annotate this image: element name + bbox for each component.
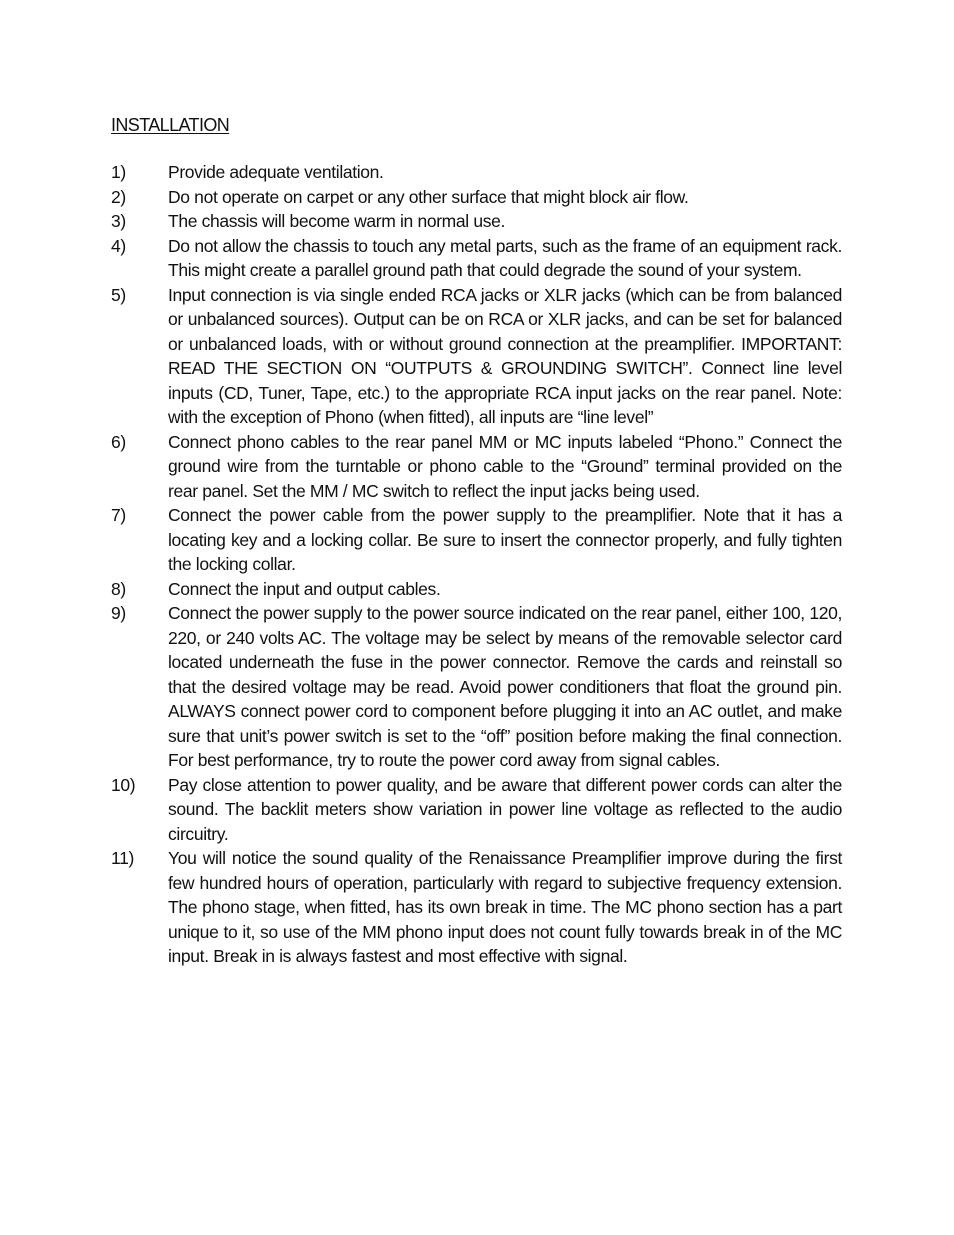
- item-text: Provide adequate ventilation.: [168, 162, 384, 182]
- item-number: 6): [111, 431, 126, 452]
- list-item: [111, 234, 842, 283]
- item-text: You will notice the sound quality of the Renaissance Preamplifier improve during the first few hundred hours of operation, particularly with regard to subjective frequency extension. The phono stage, when fitted, has its own break in time. The MC phono section has a part unique to it, so use of the MM phono input does not count fully towards break in of the MC input. Break in is always fastest and most effective with signal.: [168, 848, 842, 966]
- list-item: [111, 160, 842, 185]
- item-number: 11): [111, 848, 134, 868]
- list-item: [111, 430, 842, 504]
- item-number: 5): [111, 284, 126, 305]
- item-number: 9): [111, 603, 126, 623]
- item-text: Input connection is via single ended RCA jacks or XLR jacks (which can be from balanced or unbalanced sources). Output can be on RCA or XLR jacks, and can be set for balanced or unbalanced loads, with or without ground connection at the preamplifier. IMPORTANT: READ THE SECTION ON “OUTPUTS & GROUNDING SWITCH”. Connect line level inputs (CD, Tuner, Tape, etc.) to the appropriate RCA input jacks on the rear panel. Note: with the exception of Phono (when fitted), all inputs are “line level”: [168, 284, 842, 427]
- list-item: [111, 601, 842, 773]
- list-item: [111, 503, 842, 577]
- item-text: Do not operate on carpet or any other surface that might block air flow.: [168, 186, 689, 207]
- item-number: 2): [111, 186, 126, 207]
- list-item: [111, 846, 842, 969]
- item-number: 4): [111, 235, 126, 256]
- item-number: 3): [111, 211, 126, 231]
- item-number: 10): [111, 774, 136, 795]
- item-text: Connect phono cables to the rear panel MM or MC inputs labeled “Phono.” Connect the ground wire from the turntable or phono cable to the “Ground” terminal provided on the rear panel. Set the MM / MC switch to reflect the input jacks being used.: [168, 431, 842, 501]
- list-item: [111, 185, 842, 210]
- list-item: [111, 577, 842, 602]
- item-text: Pay close attention to power quality, and be aware that different power cords can alter the sound. The backlit meters show variation in power line voltage as reflected to the audio circuitry.: [168, 774, 842, 844]
- list-item: [111, 283, 842, 430]
- item-number: 8): [111, 578, 126, 599]
- item-number: 7): [111, 505, 126, 525]
- item-number: 1): [111, 162, 126, 182]
- installation-steps-list: [111, 160, 842, 969]
- item-text: Connect the power supply to the power source indicated on the rear panel, either 100, 120, 220, or 240 volts AC. The voltage may be select by means of the removable selector card located underneath the fuse in the power connector. Remove the cards and reinstall so that the desired voltage may be read. Avoid power conditioners that float the ground pin. ALWAYS connect power cord to component before plugging it into an AC outlet, and make sure that unit’s power switch is set to the “off” position before making the final connection. For best performance, try to route the power cord away from signal cables.: [168, 603, 842, 770]
- item-text: Connect the power cable from the power supply to the preamplifier. Note that it has a locating key and a locking collar. Be sure to insert the connector properly, and fully tighten the locking collar.: [168, 505, 842, 574]
- item-text: The chassis will become warm in normal use.: [168, 211, 506, 231]
- list-item: [111, 209, 842, 234]
- item-text: Do not allow the chassis to touch any metal parts, such as the frame of an equipment rack. This might create a parallel ground path that could degrade the sound of your system.: [168, 235, 842, 280]
- section-heading: INSTALLATION: [111, 115, 230, 135]
- list-item: [111, 773, 842, 847]
- item-text: Connect the input and output cables.: [168, 578, 441, 599]
